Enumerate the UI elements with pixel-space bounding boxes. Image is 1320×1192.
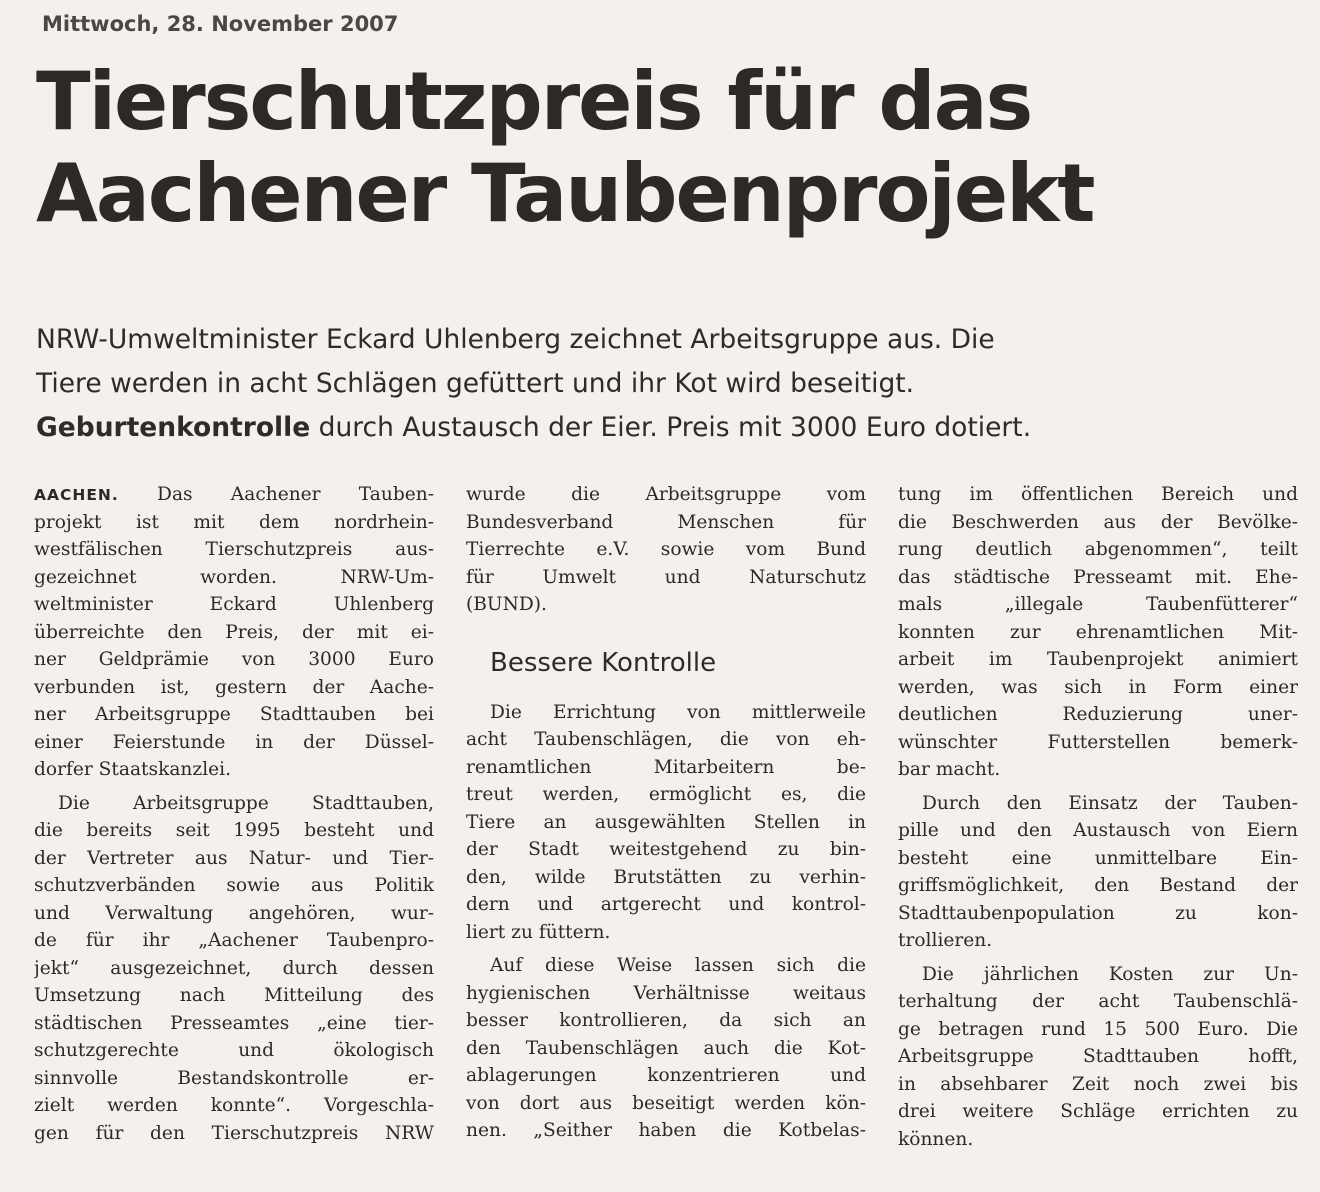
column-line: Tiere an ausgewählten Stellen in	[466, 811, 866, 833]
column-line: besteht eine unmittelbare Ein-	[898, 847, 1298, 869]
column-line: ner Arbeitsgruppe Stadttauben bei	[34, 704, 434, 725]
column-line: der Stadt weitestgehend zu bin-	[466, 839, 866, 860]
column-line: sinnvolle Bestandskontrolle er-	[34, 1067, 434, 1089]
column-line: pille und den Austausch von Eiern	[898, 820, 1298, 841]
article-column-1	[34, 481, 434, 1147]
column-line: und Verwaltung angehören, wur-	[34, 902, 434, 924]
column-line: den Taubenschlägen auch die Kot-	[466, 1037, 866, 1059]
column-line: jekt“ ausgezeichnet, durch dessen	[34, 957, 434, 979]
column-line: die bereits seit 1995 besteht und	[34, 820, 434, 841]
column-line: überreichte den Preis, der mit ei-	[34, 621, 434, 643]
publication-date: Mittwoch, 28. November 2007	[42, 12, 399, 36]
subheadline-line-3	[36, 406, 1286, 450]
column-line: trollieren.	[898, 930, 993, 951]
column-line: deutlichen Reduzierung uner-	[898, 704, 1298, 725]
column-line: werden, was sich in Form einer	[898, 676, 1298, 698]
column-line: Die Arbeitsgruppe Stadttauben,	[58, 792, 434, 814]
subheadline-line-1: NRW-Umweltminister Eckard Uhlenberg zeichnet Arbeitsgruppe aus. Die	[36, 324, 995, 355]
column-line: Arbeitsgruppe Stadttauben hofft,	[898, 1046, 1298, 1067]
column-line: die Beschwerden aus der Bevölke-	[898, 511, 1298, 533]
column-line: Die jährlichen Kosten zur Un-	[922, 963, 1298, 985]
column-line: drei weitere Schläge errichten zu	[898, 1101, 1298, 1122]
column-line: hygienischen Verhältnisse weitaus	[466, 982, 866, 1004]
column-line: weltminister Eckard Uhlenberg	[34, 594, 434, 615]
column-line: gezeichnet worden. NRW-Um-	[34, 566, 434, 588]
column-line: wünschter Futterstellen bemerk-	[898, 731, 1298, 753]
column-line: renamtlichen Mitarbeitern be-	[466, 756, 866, 778]
section-subheading: Bessere Kontrolle	[490, 647, 717, 678]
column-line: griffsmöglichkeit, den Bestand der	[898, 875, 1298, 896]
column-line: arbeit im Taubenprojekt animiert	[898, 649, 1298, 670]
column-line: projekt ist mit dem nordrhein-	[34, 511, 434, 533]
column-line: terhaltung der acht Taubenschlä-	[898, 991, 1298, 1012]
column-line: Umsetzung nach Mitteilung des	[34, 985, 434, 1006]
column-line: können.	[898, 1128, 974, 1150]
column-line: (BUND).	[466, 594, 547, 615]
subheadline-line-3-rest: durch Austausch der Eier. Preis mit 3000 Euro dotiert.	[310, 412, 1032, 443]
column-line: tung im öffentlichen Bereich und	[898, 484, 1298, 505]
column-line: in absehbarer Zeit noch zwei bis	[898, 1073, 1298, 1095]
column-line: westfälischen Tierschutzpreis aus-	[34, 539, 434, 560]
column-line: Durch den Einsatz der Tauben-	[922, 792, 1298, 814]
headline-line-2: Aachener Taubenprojekt	[36, 147, 1094, 240]
column-line: bar macht.	[898, 759, 1001, 780]
column-line: der Vertreter aus Natur- und Tier-	[34, 847, 434, 869]
column-line: dern und artgerecht und kontrol-	[466, 894, 866, 915]
column-line: Die Errichtung von mittlerweile	[490, 701, 866, 723]
headline-line-1: Tierschutzpreis für das	[36, 55, 1032, 148]
column-line: besser kontrollieren, da sich an	[466, 1010, 866, 1031]
article-column-3	[898, 481, 1298, 1153]
column-line: gen für den Tierschutzpreis NRW	[34, 1122, 434, 1144]
column-line: von dort aus beseitigt werden kön-	[466, 1092, 866, 1114]
column-line: ner Geldprämie von 3000 Euro	[34, 649, 434, 670]
column-line: Stadttaubenpopulation zu kon-	[898, 902, 1298, 924]
column-line: acht Taubenschlägen, die von eh-	[466, 729, 866, 750]
column-line: mals „illegale Taubenfütterer“	[898, 594, 1298, 615]
article-column-2	[466, 481, 866, 1145]
column-line: konnten zur ehrenamtlichen Mit-	[898, 621, 1298, 643]
column-line: ablagerungen konzentrieren und	[466, 1065, 866, 1086]
column-line: schutzgerechte und ökologisch	[34, 1040, 434, 1061]
column-line: Bundesverband Menschen für	[466, 511, 866, 533]
column-line: wurde die Arbeitsgruppe vom	[466, 484, 866, 505]
column-line: Auf diese Weise lassen sich die	[490, 955, 866, 976]
column-line: de für ihr „Aachener Taubenpro-	[34, 930, 434, 951]
subheadline-line-2: Tiere werden in acht Schlägen gefüttert und ihr Kot wird beseitigt.	[36, 368, 915, 399]
subheadline-bold-term: Geburtenkontrolle	[36, 412, 311, 443]
column-line: das städtische Presseamt mit. Ehe-	[898, 566, 1298, 588]
column-line: einer Feierstunde in der Düssel-	[34, 731, 434, 753]
column-line: nen. „Seither haben die Kotbelas-	[466, 1120, 866, 1141]
column-line: Tierrechte e.V. sowie vom Bund	[466, 539, 866, 560]
column-line: dorfer Staatskanzlei.	[34, 759, 231, 780]
subheadline	[36, 318, 1286, 450]
column-line: verbunden ist, gestern der Aache-	[34, 676, 434, 698]
column-line: AACHEN. Das Aachener Tauben-	[34, 484, 434, 505]
column-line: für Umwelt und Naturschutz	[466, 566, 866, 588]
column-line: zielt werden konnte“. Vorgeschla-	[34, 1095, 434, 1116]
column-line: treut werden, ermöglicht es, die	[466, 784, 866, 805]
column-line: ge betragen rund 15 500 Euro. Die	[898, 1018, 1298, 1040]
column-line: rung deutlich abgenommen“, teilt	[898, 539, 1298, 560]
column-line: städtischen Presseamtes „eine tier-	[34, 1012, 434, 1034]
column-line: den, wilde Brutstätten zu verhin-	[466, 866, 866, 888]
dateline: AACHEN.	[34, 486, 119, 504]
column-line: liert zu füttern.	[466, 921, 611, 943]
headline	[36, 56, 1306, 240]
column-line: schutzverbänden sowie aus Politik	[34, 875, 434, 896]
